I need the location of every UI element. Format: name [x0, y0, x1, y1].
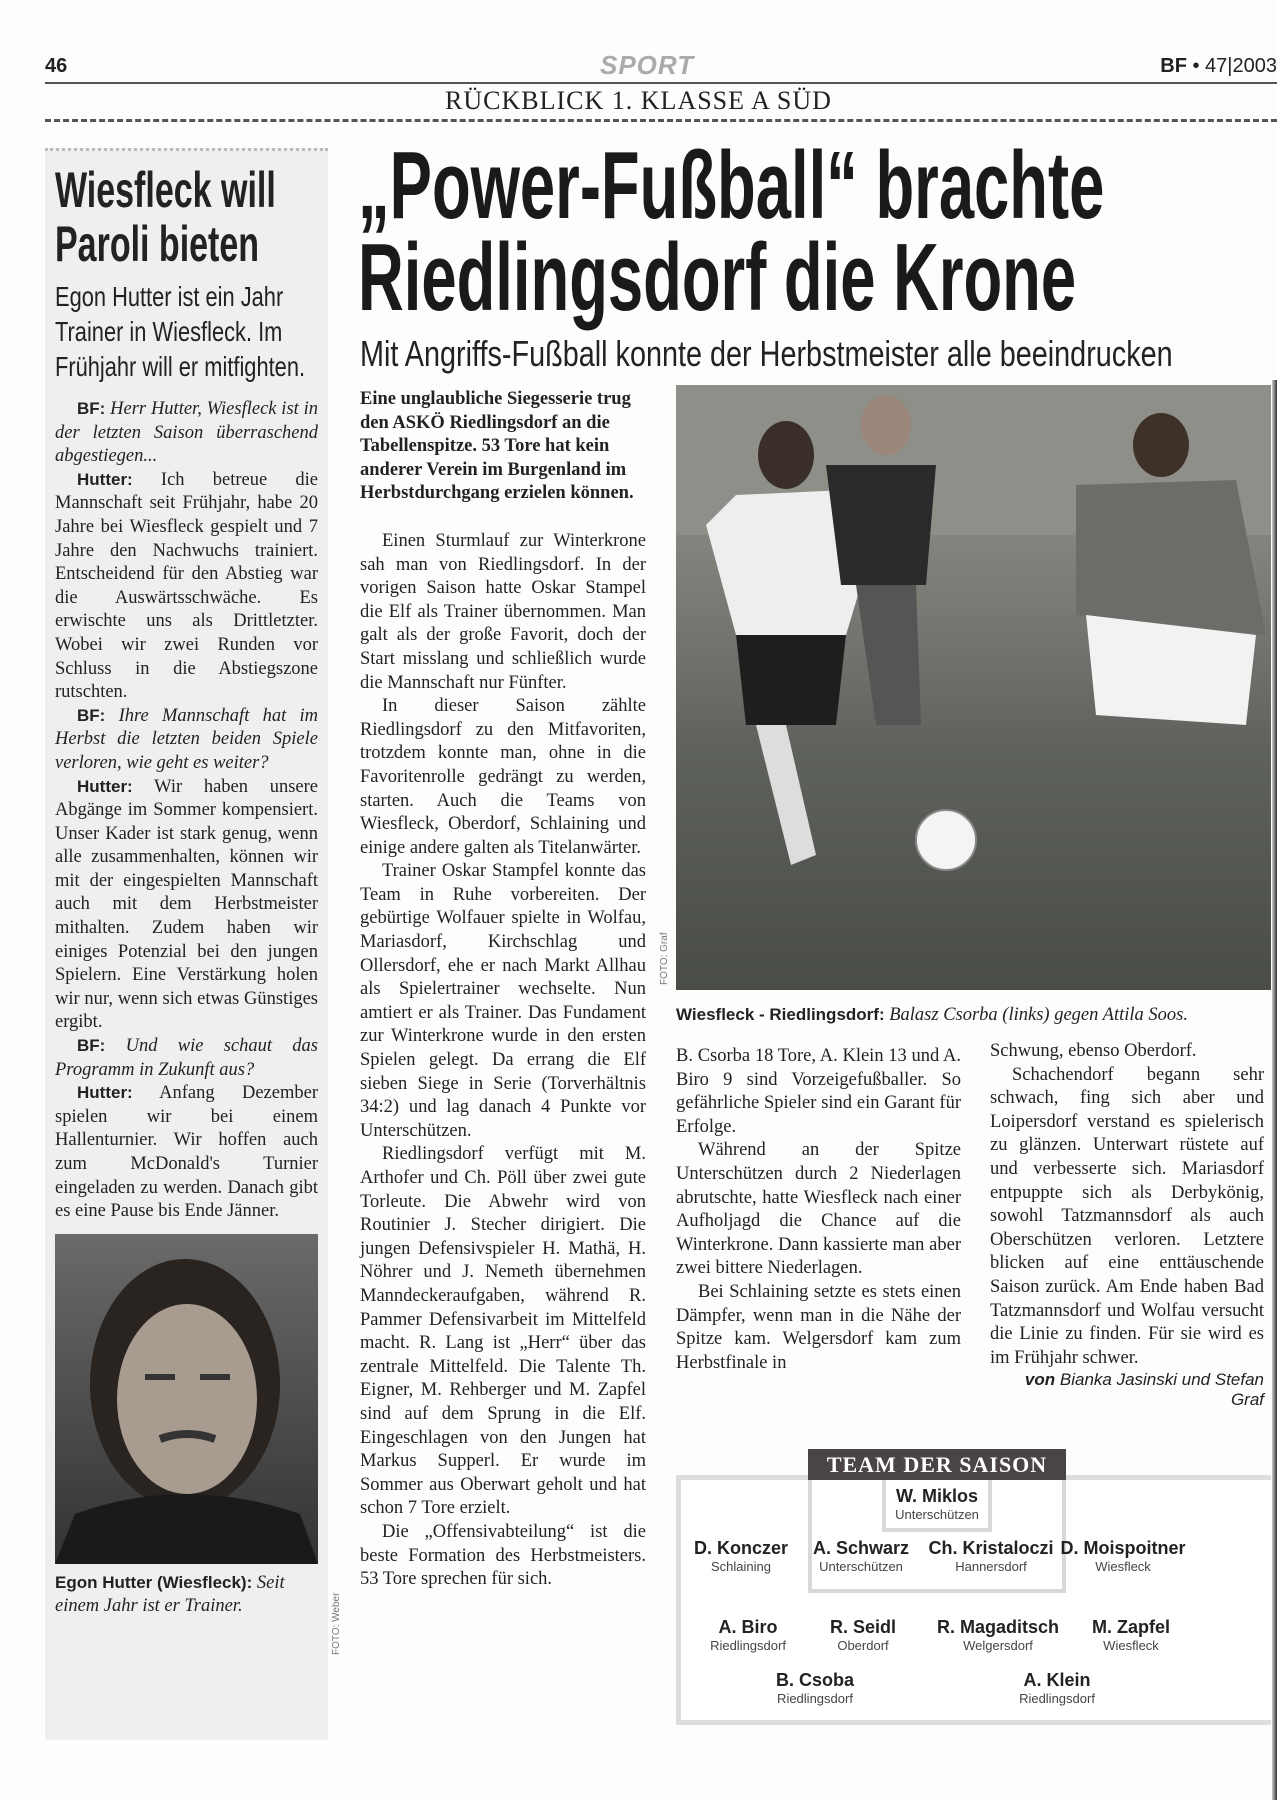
football-players-icon	[676, 385, 1271, 990]
player-club: Oberdorf	[837, 1638, 889, 1653]
dashed-rule	[45, 119, 1277, 122]
portrait-caption	[55, 1572, 318, 1618]
team-player	[1019, 1670, 1095, 1706]
team-player	[710, 1617, 786, 1653]
article-paragraph: Einen Sturmlauf zur Winterkrone sah man von Riedlingsdorf. In der vorigen Saison hatte Oskar Stampel die Elf als Trainer übernommen. Man galt als der große Favorit, doch der Start misslang und schließlich wurde die Mannschaft nur Fünfter.	[360, 530, 646, 693]
caption-match: Wiesfleck - Riedlingsdorf:	[676, 1005, 885, 1024]
sidebar-interview	[45, 148, 328, 1740]
header-rule	[45, 82, 1277, 84]
article-paragraph: Schwung, ebenso Oberdorf.	[990, 1041, 1197, 1061]
byline	[990, 1370, 1264, 1410]
interview-text: Ihre Mannschaft hat im Herbst die letzten beiden Spiele verloren, wie geht es weiter?	[55, 705, 318, 773]
team-player	[694, 1538, 788, 1574]
player-name: R. Seidl	[829, 1617, 897, 1637]
team-player	[813, 1538, 909, 1574]
byline-prefix: von	[1024, 1370, 1056, 1390]
interview-paragraph	[55, 398, 318, 469]
headline-line-1: „Power-Fußball“ brachte	[358, 132, 1105, 239]
portrait-caption-text: Seit einem Jahr ist er Trainer.	[55, 1572, 285, 1616]
portrait-caption-name: Egon Hutter (Wiesfleck):	[55, 1572, 253, 1592]
paper-name: BF	[1160, 55, 1187, 77]
match-photo-credit: FOTO: Graf	[659, 932, 670, 985]
article-subheadline: Mit Angriffs-Fußball konnte der Herbstmeister alle beeindrucken	[360, 333, 1173, 374]
team-player	[937, 1617, 1059, 1653]
interview-paragraph	[55, 705, 318, 776]
player-name: Ch. Kristaloczi	[928, 1538, 1054, 1558]
interview-text: Anfang Dezember spielen wir bei einem Hallenturnier. Wir hoffen auch zum McDonald's Turnier eingeladen zu werden. Danach gibt es eine Pause bis Ende Jänner.	[55, 1083, 318, 1222]
article-column-1	[360, 388, 646, 1592]
player-club: Unterschützen	[819, 1559, 903, 1574]
article-paragraph: Trainer Oskar Stampfel konnte das Team in Ruhe vorbereiten. Der gebürtige Wolfauer spielte in Wolfau, Mariasdorf, Kirchschlag und Ollersdorf, ehe er nach Markt Allhau als Spielertrainer wechselte. Nun amtiert er als Trainer. Das Fundament zur Winterkrone wurde in den ersten Spielen gelegt. Da errang die Elf sieben Siege in Serie (Torverhältnis 34:2) und lag danach 4 Punkte vor Unterschützen.	[360, 861, 646, 1141]
article-paragraph: Bei Schlaining setzte es stets einen Dämpfer, wenn man in die Nähe der Spitze kam. Welgersdorf kam zum Herbstfinale in	[676, 1281, 961, 1373]
article-column-2	[676, 1045, 961, 1375]
player-name: M. Zapfel	[1091, 1617, 1171, 1637]
team-player	[895, 1486, 979, 1522]
team-player	[1061, 1538, 1186, 1574]
section-label: SPORT	[600, 50, 695, 80]
interview-text: Und wie schaut das Programm in Zukunft aus?	[55, 1036, 318, 1080]
team-player	[928, 1538, 1053, 1574]
player-name: D. Konczer	[693, 1538, 789, 1558]
player-name: W. Miklos	[895, 1486, 979, 1506]
article-paragraph: B. Csorba 18 Tore, A. Klein 13 und A. Biro 9 sind Vorzeigefußballer. So gefährliche Spieler sind ein Garant für Erfolge.	[676, 1046, 961, 1137]
article-paragraph: Riedlingsdorf verfügt mit M. Arthofer und Ch. Pöll über zwei gute Torleute. Die Abwehr wird von Routinier J. Stecher dirigiert. Die jungen Defensivspieler H. Mathä, H. Nöhrer und J. Nemeth übernehmen Manndeckeraufgaben, während R. Pammer Defensivarbeit im Mittelfeld macht. R. Lang ist „Herr“ über das zentrale Mittelfeld. Die Talente Th. Eigner, M. Rehberger und M. Zapfel sind auf dem Sprung in die Elf. Eingeschlagen von den Jungen hat Markus Supperl. Er wurde im Sommer aus Oberwart geholt und hat schon 7 Tore erzielt.	[360, 1144, 646, 1519]
player-name: D. Moispoitner	[1060, 1538, 1186, 1558]
player-club: Riedlingsdorf	[777, 1691, 853, 1706]
headline-line-2: Riedlingsdorf die Krone	[358, 224, 1077, 331]
interview-paragraph	[55, 776, 318, 1036]
sidebar-subtitle: Egon Hutter ist ein Jahr Trainer in Wiesfleck. Im Frühjahr will er mitfighten.	[55, 281, 306, 382]
article-column-3	[990, 1040, 1264, 1410]
interview-speaker: BF:	[77, 1036, 106, 1056]
player-name: B. Csoba	[775, 1670, 855, 1690]
interview-paragraph	[55, 469, 318, 705]
interview-speaker: Hutter:	[77, 1083, 133, 1103]
page-kicker: RÜCKBLICK 1. KLASSE A SÜD	[445, 86, 832, 115]
player-club: Hannersdorf	[955, 1559, 1027, 1574]
interview-text	[55, 398, 318, 1224]
player-club: Riedlingsdorf	[710, 1638, 786, 1653]
interview-speaker: Hutter:	[77, 776, 133, 796]
interview-text: Ich betreue die Mannschaft seit Frühjahr, habe 20 Jahre bei Wiesfleck gespielt und 7 Jahre den Nachwuchs trainiert. Entscheidend für den Abstieg war die Auswärtsschwäche. Es erwischte uns als Drittletzter. Wobei wir zwei Runden vor Schluss in die Abstiegszone rutschten.	[55, 469, 318, 703]
player-club: Welgersdorf	[963, 1638, 1033, 1653]
team-player	[776, 1670, 854, 1706]
interview-text: Herr Hutter, Wiesfleck ist in der letzten Saison überraschend abgestiegen...	[55, 399, 318, 467]
interview-paragraph	[55, 1082, 318, 1224]
portrait-figure-icon	[55, 1234, 318, 1564]
player-club: Wiesfleck	[1103, 1638, 1159, 1653]
player-club: Unterschützen	[895, 1507, 979, 1522]
player-name: A. Klein	[1023, 1670, 1091, 1690]
article-headline	[358, 132, 1105, 331]
interview-speaker: BF:	[77, 705, 106, 725]
article-lead: Eine unglaubliche Siegesserie trug den ASKÖ Riedlingsdorf an die Tabellenspitze. 53 Tore hat kein anderer Verein im Burgenland im Herbstdurchgang erzielen können.	[360, 389, 634, 504]
interview-speaker: Hutter:	[77, 469, 133, 489]
article-paragraph: Schachendorf begann sehr schwach, fing sich aber und Loipersdorf verstand es spielerisch zu glänzen. Unterwart rüstete auf und verbesserte sich. Mariasdorf entpuppte sich als Derbykönig, sowohl Tatzmannsdorf als auch Oberschützen verloren. Letztere blicken auf eine enttäuschende Saison zurück. Am Ende haben Bad Tatzmannsdorf und Wolfau versucht die Linie zu finden. Für sie wird es im Frühjahr schwer.	[990, 1064, 1264, 1368]
issue-info	[1160, 55, 1277, 78]
article-paragraph: Die „Offensivabteilung“ ist die beste Formation des Herbstmeisters. 53 Tore sprechen für sich.	[360, 1521, 646, 1590]
portrait-photo-credit: FOTO: Weber	[331, 1592, 342, 1655]
issue-number: • 47|2003	[1192, 55, 1277, 77]
team-of-season-title: TEAM DER SAISON	[808, 1449, 1066, 1480]
interview-paragraph	[55, 1035, 318, 1082]
interview-text: Wir haben unsere Abgänge im Sommer kompensiert. Unser Kader ist stark genug, wenn alle zusammenhalten, können wir mit der eingespielten Mannschaft auch mit dem Herbstmeister mithalten. Zudem haben wir einiges Potenzial bei den jungen Spielern. Eine Verstärkung holen wir nur, wenn sich etwas Günstiges ergibt.	[55, 776, 318, 1033]
player-name: A. Schwarz	[812, 1538, 910, 1558]
portrait-photo	[55, 1234, 318, 1564]
player-name: R. Magaditsch	[936, 1617, 1060, 1637]
sidebar-title: Wiesfleck will Paroli bieten	[55, 162, 276, 272]
article-paragraph: Während an der Spitze Unterschützen durch 2 Niederlagen abrutschte, hatte Wiesfleck nach einer Aufholjagd die Chance auf die Winterkrone. Dann kassierte man aber zwei bittere Niederlagen.	[676, 1140, 961, 1279]
player-name: A. Biro	[718, 1617, 778, 1637]
team-player	[830, 1617, 896, 1653]
team-player	[1092, 1617, 1170, 1653]
interview-speaker: BF:	[77, 399, 106, 418]
player-club: Schlaining	[711, 1559, 771, 1574]
caption-text: Balasz Csorba (links) gegen Attila Soos.	[889, 1005, 1188, 1025]
article-paragraph: In dieser Saison zählte Riedlingsdorf zu den Mitfavoriten, trotzdem konnte man, ohne in die Favoritenrolle gedrängt zu werden, starten. Auch die Teams von Wiesfleck, Oberdorf, Schlaining und einige andere galten als Titelanwärter.	[360, 696, 646, 858]
player-club: Wiesfleck	[1095, 1559, 1151, 1574]
scan-page-edge	[1272, 380, 1277, 1800]
byline-authors: Bianka Jasinski und Stefan Graf	[1059, 1370, 1264, 1410]
match-photo-caption	[676, 1005, 1266, 1026]
player-club: Riedlingsdorf	[1019, 1691, 1095, 1706]
page-number: 46	[45, 55, 68, 77]
match-photo	[676, 385, 1271, 990]
